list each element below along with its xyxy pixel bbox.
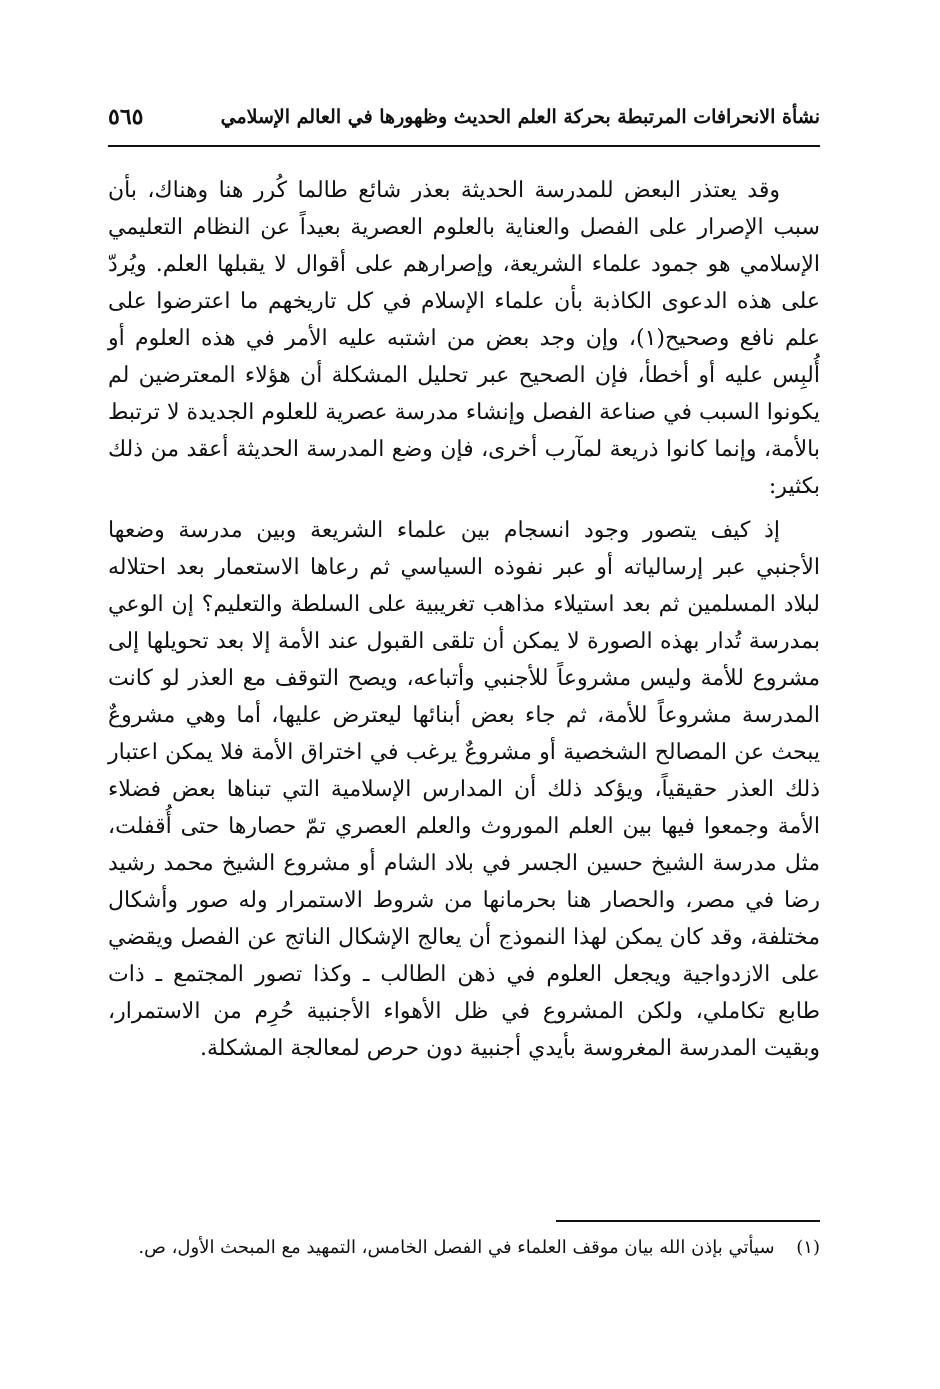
footnote-text: سيأتي بإذن الله بيان موقف العلماء في الفصل الخامس، التمهيد مع المبحث الأول، ص. bbox=[138, 1237, 775, 1258]
footnote-marker: (١) bbox=[796, 1237, 820, 1258]
page-number: ٥٦٥ bbox=[108, 104, 144, 130]
header-divider bbox=[108, 145, 820, 147]
footnote-divider bbox=[556, 1220, 820, 1222]
footnote bbox=[108, 1232, 820, 1264]
main-text bbox=[108, 172, 820, 1067]
paragraph: وقد يعتذر البعض للمدرسة الحديثة بعذر شائع طالما كُرر هنا وهناك، بأن سبب الإصرار على الفصل والعناية بالعلوم العصرية بعيداً عن النظام التعليمي الإسلامي هو جمود علماء الشريعة، وإصرارهم على أقوال لا يقبلها العلم. ويُردّ على هذه الدعوى الكاذبة بأن علماء الإسلام في كل تاريخهم ما اعترضوا على علم نافع وصحيح(١)، وإن وجد بعض من اشتبه عليه الأمر في هذه العلوم أو أُلبِس عليه أو أخطأ، فإن الصحيح عبر تحليل المشكلة أن هؤلاء المعترضين لم يكونوا السبب في صناعة الفصل وإنشاء مدرسة عصرية للعلوم الجديدة لا ترتبط بالأمة، وإنما كانوا ذريعة لمآرب أخرى، فإن وضع المدرسة الحديثة أعقد من ذلك بكثير: bbox=[108, 178, 821, 499]
paragraph: إذ كيف يتصور وجود انسجام بين علماء الشريعة وبين مدرسة وضعها الأجنبي عبر إرسالياته أو عبر نفوذه السياسي ثم رعاها الاستعمار بعد احتلاله لبلاد المسلمين ثم بعد استيلاء مذاهب تغريبية على السلطة والتعليم؟ إن الوعي بمدرسة تُدار بهذه الصورة لا يمكن أن تلقى القبول عند الأمة إلا بعد تحويلها إلى مشروع للأمة وليس مشروعاً للأجنبي وأتباعه، ويصح التوقف مع العذر لو كانت المدرسة مشروعاً للأمة، ثم جاء بعض أبنائها ليعترض عليها، أما وهي مشروعٌ يبحث عن المصالح الشخصية أو مشروعٌ يرغب في اختراق الأمة فلا يمكن اعتبار ذلك العذر حقيقياً، ويؤكد ذلك أن المدارس الإسلامية التي تبناها بعض فضلاء الأمة وجمعوا فيها بين العلم الموروث والعلم العصري تمّ حصارها حتى أُقفلت، مثل مدرسة الشيخ حسين الجسر في بلاد الشام أو مشروع الشيخ محمد رشيد رضا في مصر، والحصار هنا بحرمانها من شروط الاستمرار وله صور وأشكال مختلفة، وقد كان يمكن لهذا النموذج أن يعالج الإشكال الناتج عن الفصل ويقضي على الازدواجية ويجعل العلوم في ذهن الطالب ـ وكذا تصور المجتمع ـ ذات طابع تكاملي، ولكن المشروع في ظل الأهواء الأجنبية حُرِم من الاستمرار، وبقيت المدرسة المغروسة بأيدي أجنبية دون حرص لمعالجة المشكلة. bbox=[108, 518, 820, 1061]
page-header bbox=[108, 100, 820, 140]
running-title: نشأة الانحرافات المرتبطة بحركة العلم الحديث وظهورها في العالم الإسلامي bbox=[220, 106, 820, 128]
